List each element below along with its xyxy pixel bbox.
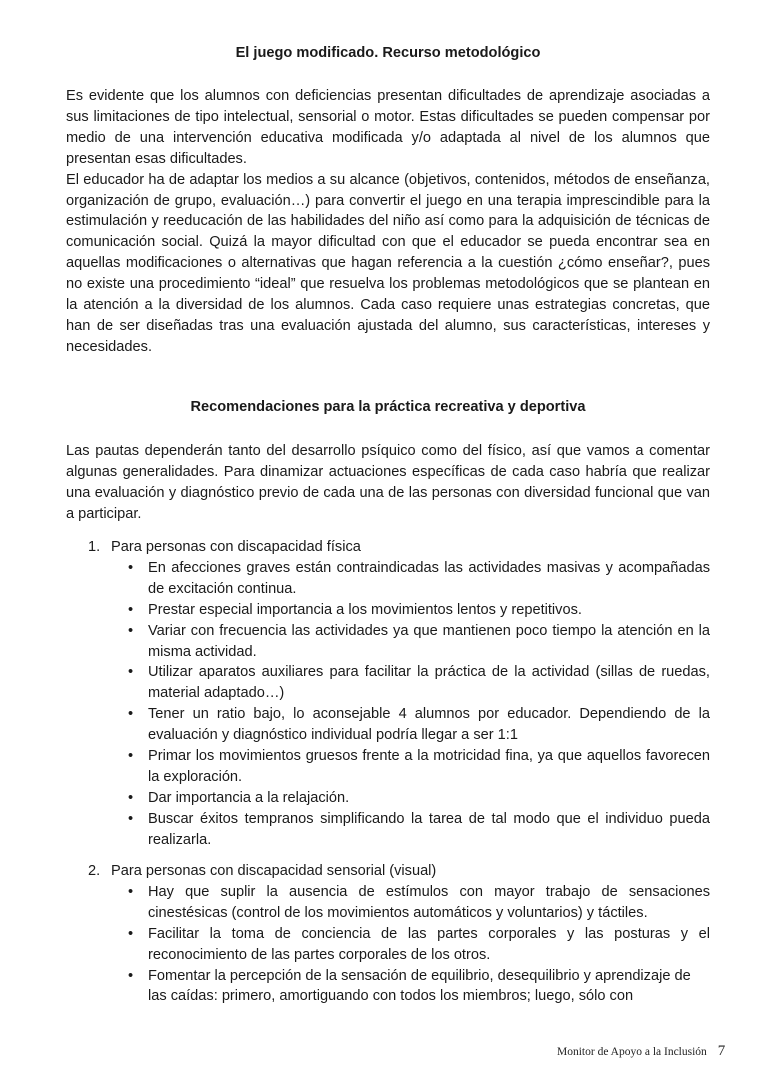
bullet-item: • Buscar éxitos tempranos simplificando la tarea de tal modo que el individuo pueda realizarla. xyxy=(128,810,710,848)
bullet-item: • Hay que suplir la ausencia de estímulos con mayor trabajo de sensaciones cinestésicas (control de los movimientos automáticos y voluntarios) y táctiles. xyxy=(128,883,710,921)
list-number: 1. xyxy=(88,539,101,555)
section-heading-juego-modificado: El juego modificado. Recurso metodológico xyxy=(235,45,541,61)
bullet-icon: • xyxy=(128,559,134,576)
list-title xyxy=(66,861,710,882)
bullet-list xyxy=(66,882,710,1007)
bullet-icon: • xyxy=(128,664,134,681)
bullet-icon: • xyxy=(128,810,134,827)
bullet-list xyxy=(66,558,710,851)
bullet-item: • En afecciones graves están contraindicadas las actividades masivas y acompañadas de excitación continua. xyxy=(128,559,710,597)
list-title xyxy=(66,537,710,558)
list-title-text: Para personas con discapacidad sensorial (visual) xyxy=(111,863,437,879)
page-number: 7 xyxy=(717,1043,726,1059)
bullet-icon: • xyxy=(128,622,134,639)
bullet-item: • Fomentar la percepción de la sensación de equilibrio, desequilibrio y aprendizaje de las caídas: primero, amortiguando con todos los miembros; luego, sólo con xyxy=(128,967,691,1005)
bullet-icon: • xyxy=(128,967,134,984)
paragraph: El educador ha de adaptar los medios a su alcance (objetivos, contenidos, métodos de enseñanza, organización de grupo, evaluación…) para convertir el juego en una terapia imprescindible para la estimulación y reeducación de las habilidades del niño así como para la adquisición de técnicas de comunicación social. Quizá la mayor dificultad con que el educador se pueda encontrar sea en aquellas modificaciones o alternativas que hagan referencia a la cuestión ¿cómo enseñar?, pues no existe una procedimiento “ideal” que resuelva los problemas metodológicos que se plantean en la atención a la diversidad de los alumnos. Cada caso requiere unas estrategias concretas, que han de ser diseñadas tras una evaluación ajustada del alumno, sus características, intereses y necesidades. xyxy=(66,171,710,355)
bullet-icon: • xyxy=(128,883,134,900)
numbered-list-item-fisica xyxy=(66,537,710,851)
footer-title: Monitor de Apoyo a la Inclusión xyxy=(557,1046,707,1058)
bullet-icon: • xyxy=(128,925,134,942)
bullet-item: • Dar importancia a la relajación. xyxy=(66,788,710,809)
bullet-item: • Variar con frecuencia las actividades ya que mantienen poco tiempo la atención en la misma actividad. xyxy=(128,622,710,660)
paragraph: Las pautas dependerán tanto del desarrollo psíquico como del físico, así que vamos a comentar algunas generalidades. Para dinamizar actuaciones específicas de cada caso habría que realizar una evaluación y diagnóstico previo de cada una de las personas con diversidad funcional que van a participar. xyxy=(66,443,710,522)
bullet-icon: • xyxy=(128,789,134,806)
bullet-item: • Prestar especial importancia a los movimientos lentos y repetitivos. xyxy=(66,600,710,621)
paragraph: Es evidente que los alumnos con deficiencias presentan dificultades de aprendizaje asociadas a sus limitaciones de tipo intelectual, sensorial o motor. Estas dificultades se pueden compensar por medio de una intervención educativa modificada y/o adaptada al nivel de los alumnos que presentan esas dificultades. xyxy=(66,88,710,167)
bullet-item: • Primar los movimientos gruesos frente a la motricidad fina, ya que aquellos favorecen la exploración. xyxy=(128,748,710,785)
bullet-item: • Facilitar la toma de conciencia de las partes corporales y las posturas y el reconocimiento de las partes corporales de los otros. xyxy=(128,925,710,963)
page-footer xyxy=(557,1043,725,1060)
section-heading-recomendaciones: Recomendaciones para la práctica recreativa y deportiva xyxy=(190,399,586,415)
bullet-item: • Utilizar aparatos auxiliares para facilitar la práctica de la actividad (sillas de ruedas, material adaptado…) xyxy=(128,664,710,702)
numbered-list-item-sensorial xyxy=(66,861,710,1007)
section-body-juego-modificado xyxy=(66,86,710,358)
list-number: 2. xyxy=(88,863,101,879)
bullet-icon: • xyxy=(128,748,134,765)
bullet-item: • Tener un ratio bajo, lo aconsejable 4 alumnos por educador. Dependiendo de la evaluación y diagnóstico individual podría llegar a ser 1:1 xyxy=(128,706,710,744)
list-title-text: Para personas con discapacidad física xyxy=(111,539,361,555)
bullet-icon: • xyxy=(128,601,134,618)
bullet-icon: • xyxy=(128,706,134,723)
